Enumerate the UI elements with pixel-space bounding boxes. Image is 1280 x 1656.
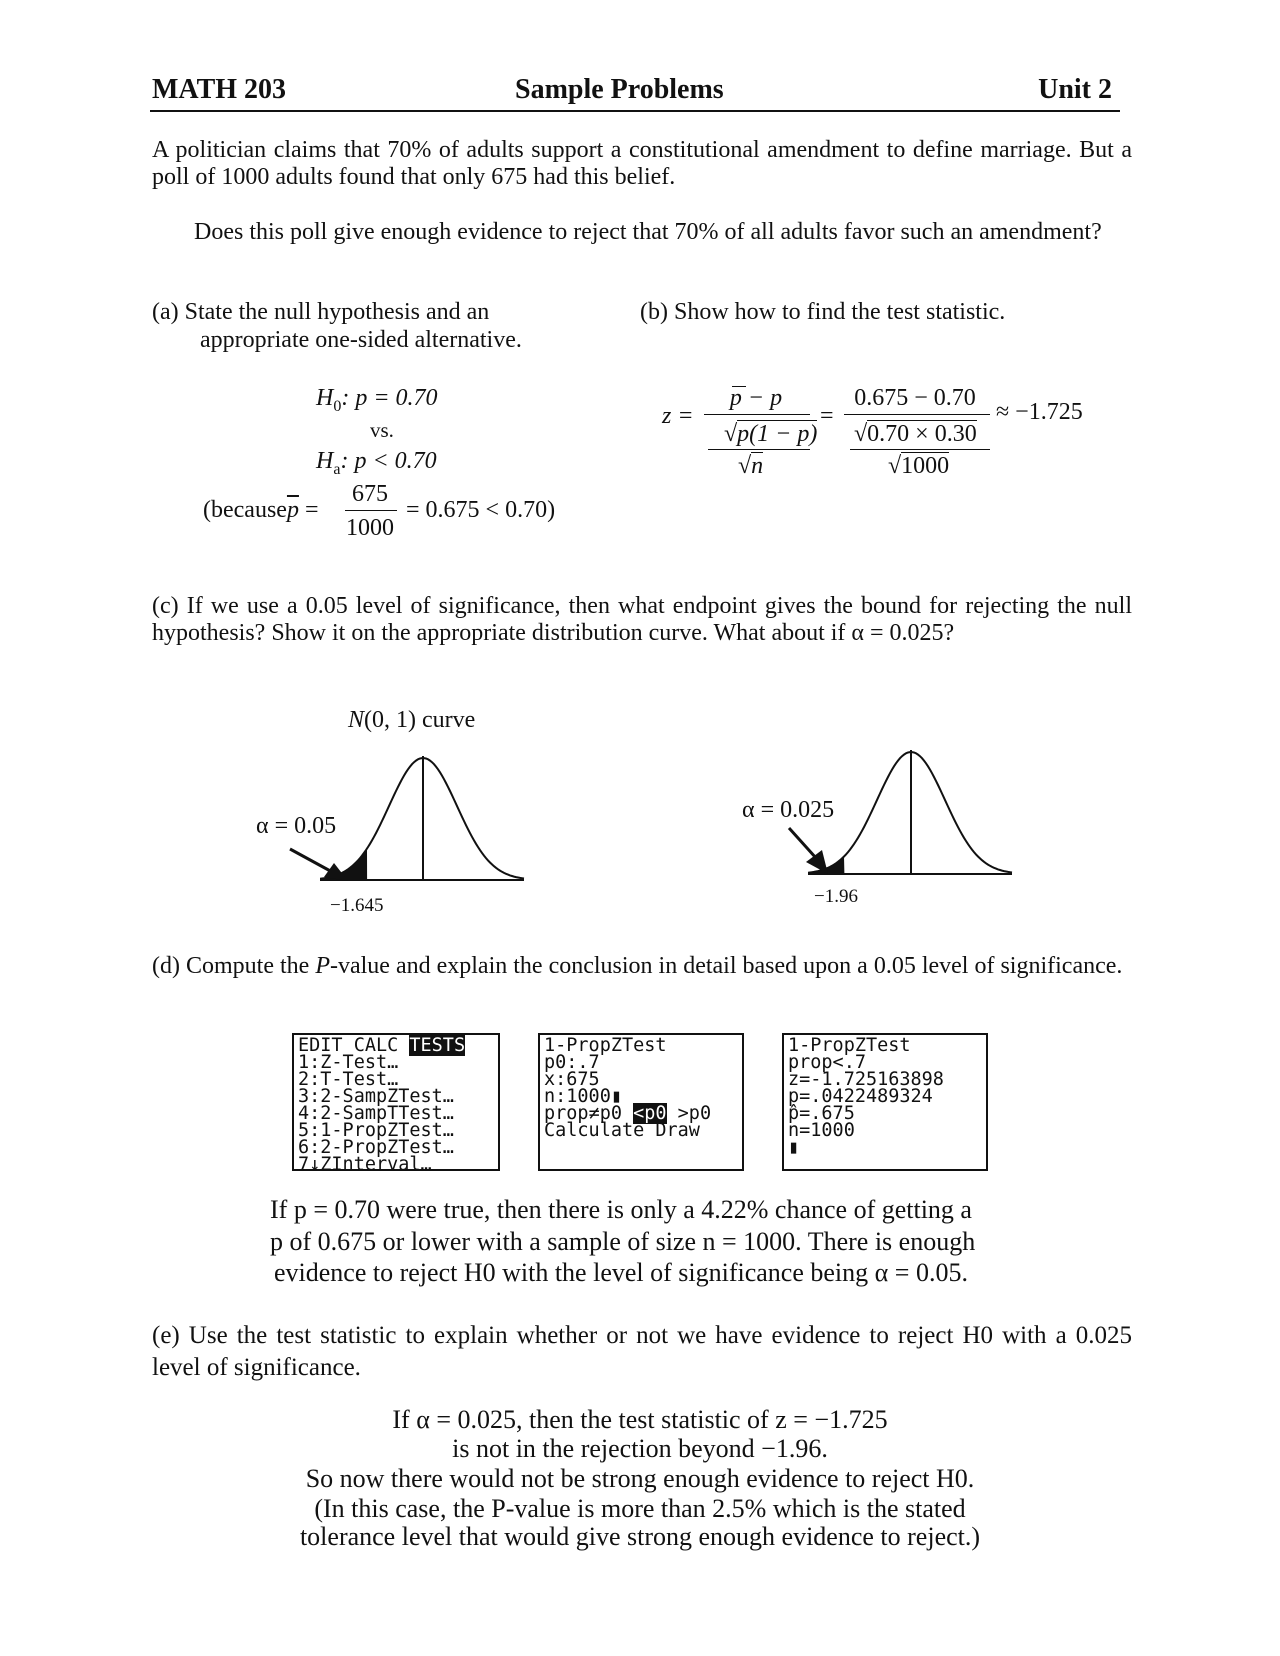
page-title: Sample Problems (515, 74, 724, 105)
pbar-overline (732, 386, 746, 387)
z-label: z = (662, 403, 694, 429)
z-value-inner-denominator: √1000 (888, 453, 950, 479)
fraction-denominator: 1000 (346, 515, 394, 541)
page-header (150, 74, 1120, 112)
conclusion-line-3: evidence to reject H0 with the level of significance being α = 0.05. (274, 1258, 968, 1287)
unit-label: Unit 2 (1038, 74, 1112, 105)
part-d-prompt: (d) Compute the P-value and explain the conclusion in detail based upon a 0.05 level of significance. (152, 953, 1123, 979)
calculator-input-screen: 1-PropZTest p0:.7 x:675 n:1000▮ prop≠p0 <p0 >p0 Calculate Draw (538, 1033, 744, 1171)
menu-item: 3:2-SampZTest… (298, 1086, 454, 1107)
calculator-result-screen: 1-PropZTest prop<.7 z=-1.725163898 p=.0422489324 p̂=.675 n=1000 ▮ (782, 1033, 988, 1171)
answer-line-4: (In this case, the P-value is more than 2.5% which is the stated (314, 1494, 966, 1523)
z-value-bar (844, 414, 990, 415)
equals-sign: = (820, 403, 834, 429)
z-inner-denominator: √n (738, 453, 764, 479)
question-paragraph: Does this poll give enough evidence to reject that 70% of all adults favor such an amendment? (194, 219, 1102, 245)
z-result: ≈ −1.725 (996, 399, 1083, 425)
sample-proportion-prefix: ($because\overline{p}$ = (203, 497, 319, 523)
z-numerator: p − p (729, 385, 783, 411)
part-e-prompt: (e) Use the test statistic to explain whether or not we have evidence to reject H0 with a 0.025 level of significance. (152, 1322, 1132, 1381)
answer-line-2: is not in the rejection beyond −1.96. (452, 1434, 828, 1463)
versus-label: vs. (370, 418, 394, 442)
part-b-prompt: (b) Show how to find the test statistic. (640, 299, 1006, 325)
z-fraction-bar (704, 414, 810, 415)
part-c-prompt: (c) If we use a 0.05 level of significance, then what endpoint gives the bound for rejecting the null hypothesis? Show it on the appropriate distribution curve. What about if α = 0.025? (152, 593, 1132, 646)
arrow-icon (288, 845, 358, 885)
intro-paragraph: A politician claims that 70% of adults support a constitutional amendment to define marriage. But a poll of 1000 adults found that only 675 had this belief. (152, 137, 1132, 190)
calculator-tests-menu: EDIT CALC TESTS 1:Z-Test… 2:T-Test… 3:2-SampZTest… 4:2-SampTTest… 5:1-PropZTest… 6:2-PropZTest… 7↓ZInterval… (292, 1033, 500, 1171)
arrow-icon (786, 826, 846, 878)
critical-value-196: −1.96 (814, 886, 858, 907)
answer-line-5: tolerance level that would give strong enough evidence to reject.) (299, 1522, 981, 1551)
fraction-bar (345, 510, 397, 511)
alpha-005-label: α = 0.05 (256, 813, 337, 839)
sample-proportion-result: = 0.675 < 0.70) (406, 497, 556, 523)
part-a-prompt: (a) State the null hypothesis and an (152, 299, 490, 325)
conclusion-line-2: p of 0.675 or lower with a sample of size n = 1000. There is enough (270, 1227, 976, 1256)
conclusion-line-1: If p = 0.70 were true, then there is only a 4.22% chance of getting a (270, 1195, 972, 1224)
z-inner-bar (708, 449, 810, 450)
menu-item: 6:2-PropZTest… (298, 1137, 454, 1158)
critical-value-1645: −1.645 (330, 895, 384, 916)
menu-item-selected: 5:1-PropZTest… (298, 1120, 454, 1141)
answer-line-1: If α = 0.025, then the test statistic of z = −1.725 (392, 1405, 888, 1434)
menu-item: 4:2-SampTTest… (298, 1103, 454, 1124)
z-inner-numerator: √p(1 − p) (724, 421, 818, 447)
part-a-prompt-cont: appropriate one-sided alternative. (200, 327, 522, 353)
alpha-0025-label: α = 0.025 (742, 797, 835, 823)
z-value-inner-bar (850, 449, 990, 450)
curve-label: N(0, 1) curve (348, 707, 476, 733)
fraction-numerator: 675 (352, 481, 388, 507)
z-value-inner-numerator: √0.70 × 0.30 (854, 421, 977, 447)
z-value-numerator: 0.675 − 0.70 (854, 385, 976, 411)
menu-item: 1:Z-Test… (298, 1052, 399, 1073)
alternative-hypothesis: $H_a$: p < 0.70 (316, 448, 437, 478)
null-hypothesis: $H_0$: p = 0.70 (316, 385, 438, 415)
menu-item: 2:T-Test… (298, 1069, 399, 1090)
menu-item: 7↓ZInterval… (298, 1154, 432, 1171)
course-code: MATH 203 (152, 74, 287, 105)
answer-line-3: So now there would not be strong enough evidence to reject H0. (305, 1464, 975, 1493)
